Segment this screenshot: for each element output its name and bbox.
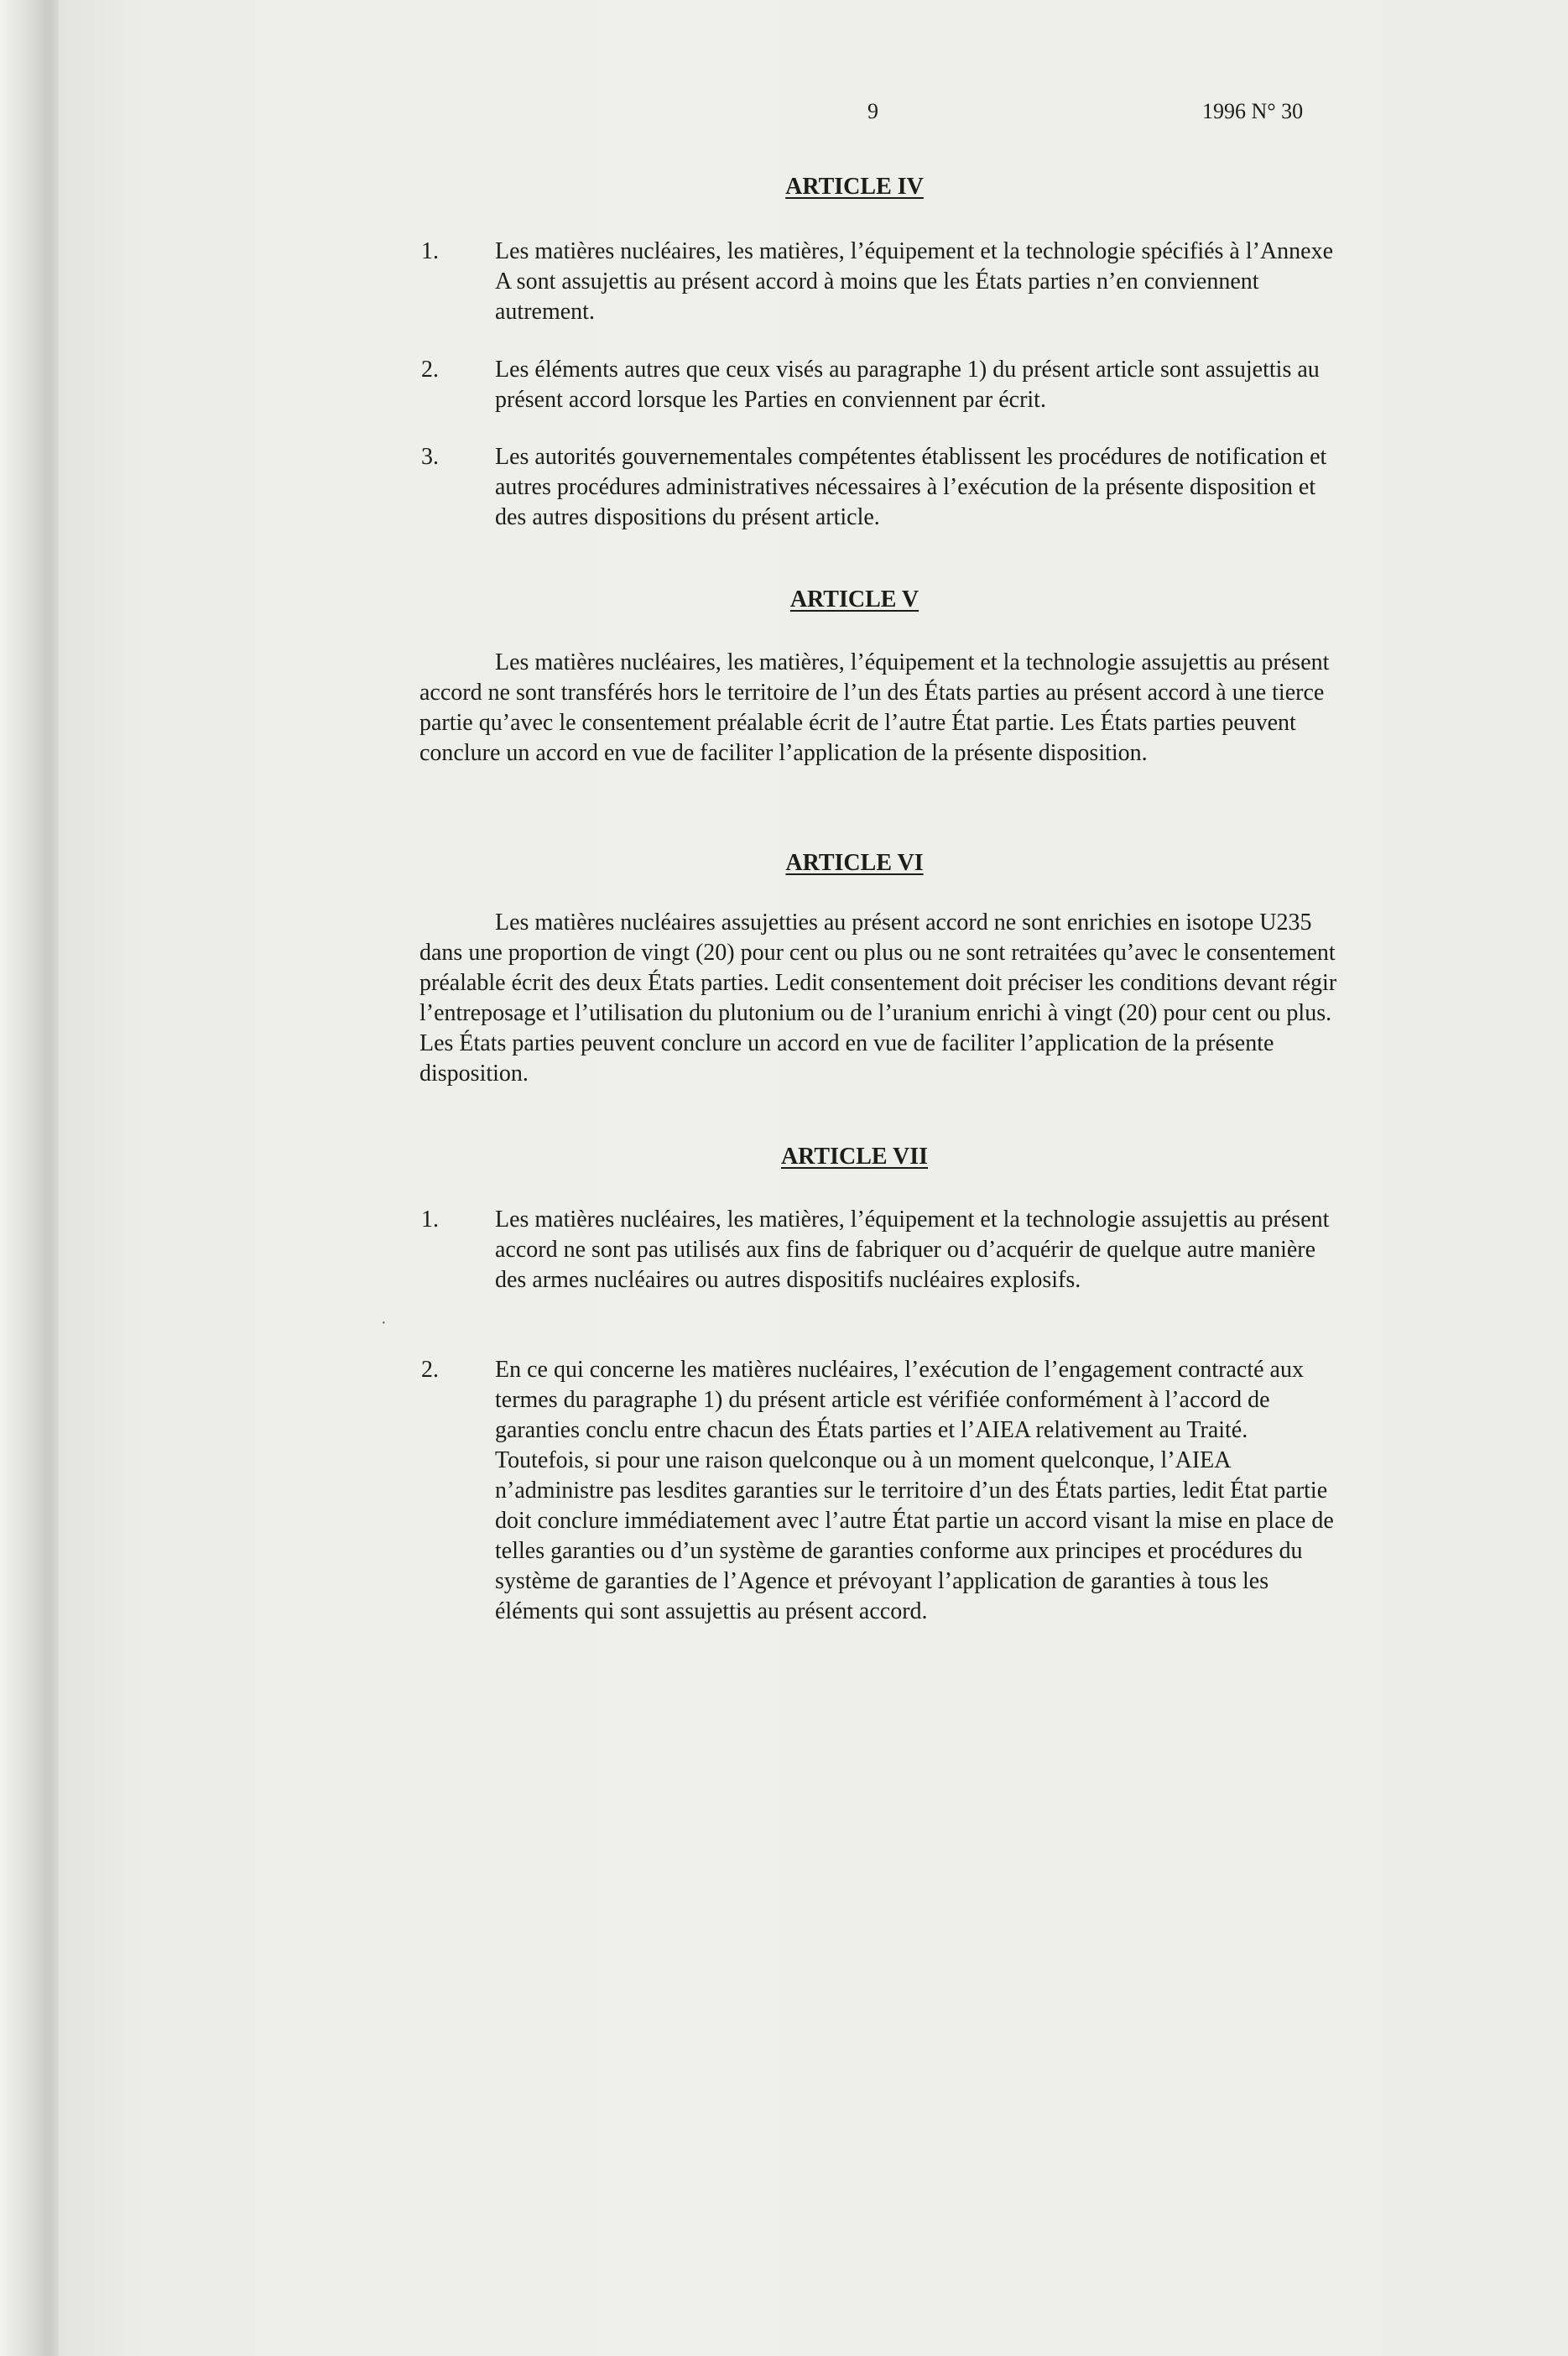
article-vii-title: ARTICLE VII xyxy=(780,1144,929,1170)
article-iv-para-3-number: 3. xyxy=(421,444,439,470)
article-iv-para-3-text: Les autorités gouvernementales compétentes établissent les procédures de notification et autres procédures administratives nécessaires à l’exécution de la présente disposition et des autres dispositions du présent article. xyxy=(495,444,1327,530)
article-v-title: ARTICLE V xyxy=(789,586,919,612)
article-vi-paragraph: Les matières nucléaires assujetties au présent accord ne sont enrichies en isotope U235 dans une proportion de vingt (20) pour cent ou plus ou ne sont retraitées qu’avec le consentement préalable écrit des deux États parties. Ledit consentement doit préciser les conditions devant régir l’entreposage et l’utilisation du plutonium ou de l’uranium enrichi à vingt (20) pour cent ou plus. Les États parties peuvent conclure un accord en vue de faciliter l’application de la présente disposition. xyxy=(419,910,1337,1087)
page-binding-shadow xyxy=(0,0,59,2356)
article-vi-title: ARTICLE VI xyxy=(785,850,924,876)
article-iv-title: ARTICLE IV xyxy=(785,174,924,200)
article-iv-para-1-text: Les matières nucléaires, les matières, l’équipement et la technologie spécifiés à l’Annexe A sont assujettis au présent accord à moins que les États parties n’en conviennent autrement. xyxy=(495,238,1334,325)
article-vii-para-1-text: Les matières nucléaires, les matières, l’équipement et la technologie assujettis au présent accord ne sont pas utilisés aux fins de fabriquer ou d’acquérir de quelque autre manière des armes nucléaires ou autres dispositifs nucléaires explosifs. xyxy=(495,1207,1330,1293)
article-iv-para-2-text: Les éléments autres que ceux visés au paragraphe 1) du présent article sont assujettis au présent accord lorsque les Parties en conviennent par écrit. xyxy=(495,357,1320,413)
page-number: 9 xyxy=(867,99,878,123)
stray-dot-mark: · xyxy=(381,1314,387,1332)
article-vii-para-1-number: 1. xyxy=(421,1207,439,1233)
article-v-paragraph: Les matières nucléaires, les matières, l’équipement et la technologie assujettis au présent accord ne sont transférés hors le territoire de l’un des États parties au présent accord à une tierce partie qu’avec le consentement préalable écrit de l’autre État partie. Les États parties peuvent conclure un accord en vue de faciliter l’application de la présente disposition. xyxy=(419,649,1330,766)
article-vii-para-2-number: 2. xyxy=(421,1357,439,1383)
article-iv-para-2-number: 2. xyxy=(421,357,439,383)
document-reference: 1996 N° 30 xyxy=(1202,99,1304,123)
article-vii-para-2-text: En ce qui concerne les matières nucléaires, l’exécution de l’engagement contracté aux termes du paragraphe 1) du présent article est vérifiée conformément à l’accord de garanties conclu entre chacun des États parties et l’AIEA relativement au Traité. Toutefois, si pour une raison quelconque ou à un moment quelconque, l’AIEA n’administre pas lesdites garanties sur le territoire d’un des États parties, ledit État partie doit conclure immédiatement avec l’autre État partie un accord visant la mise en place de telles garanties ou d’un système de garanties conforme aux principes et procédures du système de garanties de l’Agence et prévoyant l’application de garanties à tous les éléments qui sont assujettis au présent accord. xyxy=(495,1357,1334,1624)
document-page xyxy=(59,0,1568,2356)
article-iv-para-1-number: 1. xyxy=(421,238,439,264)
